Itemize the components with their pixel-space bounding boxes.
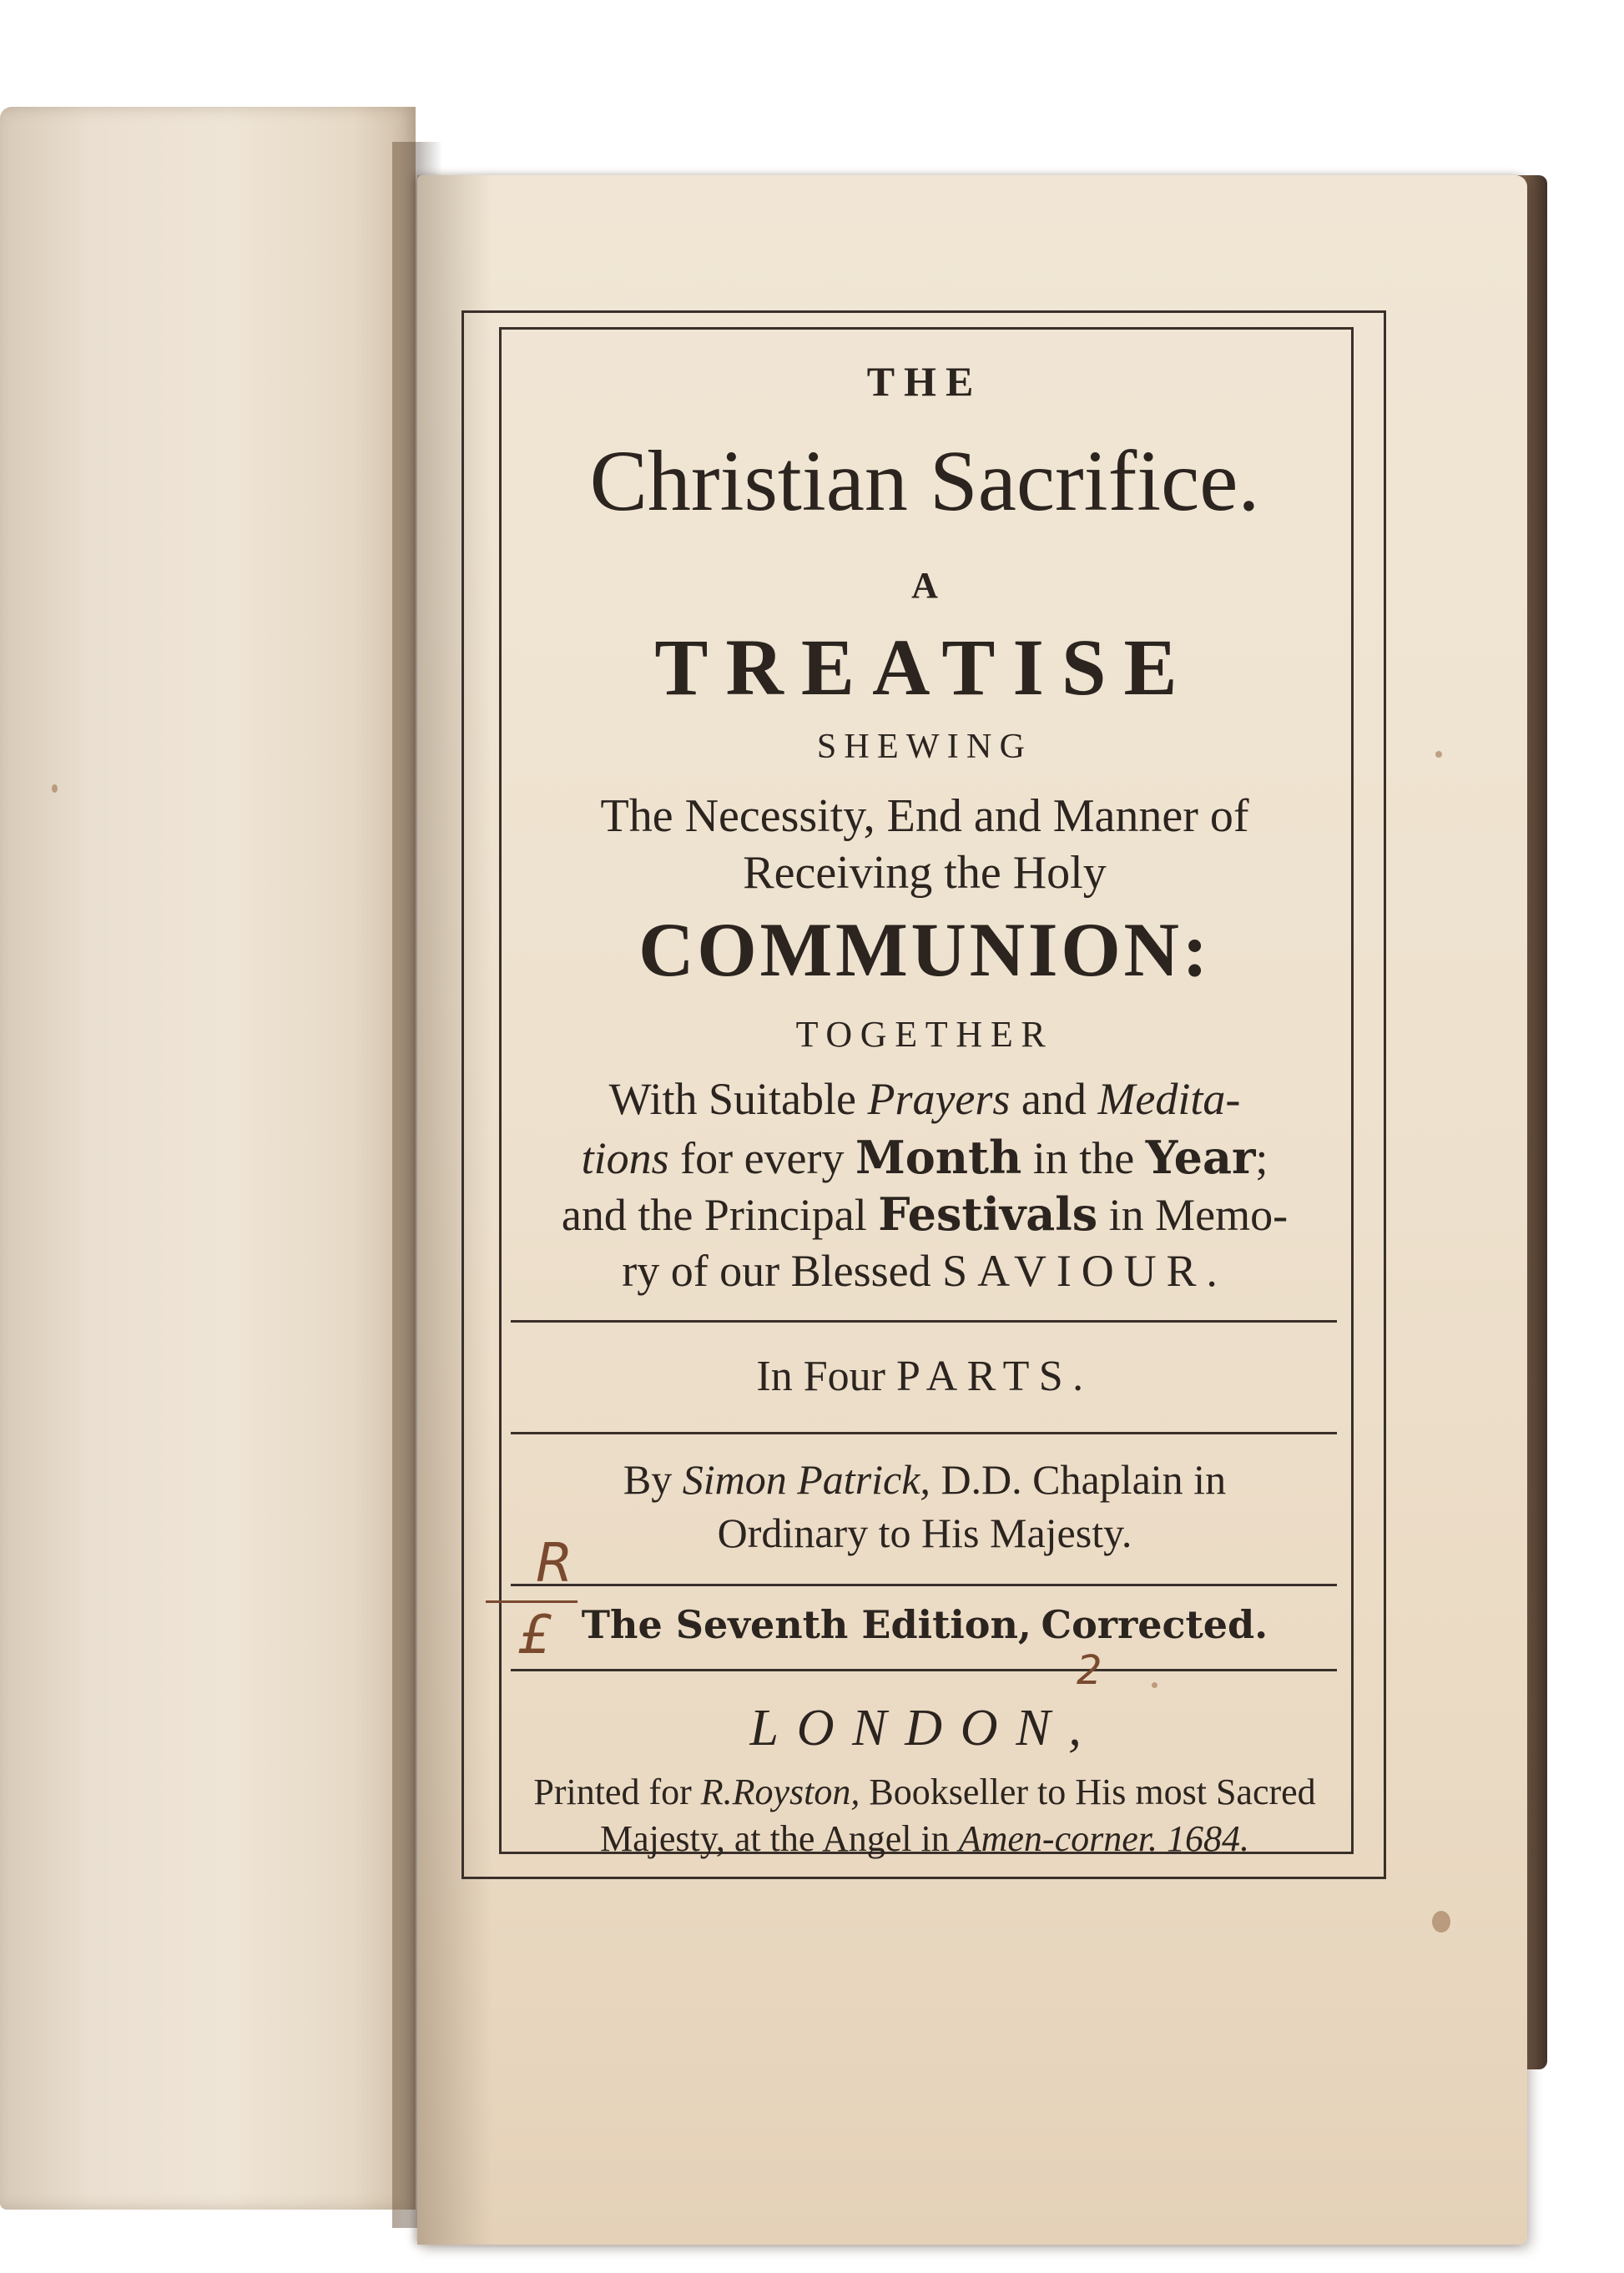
saviour-word: SAVIOUR. (942, 1246, 1228, 1296)
festivals-line (507, 1187, 1342, 1241)
parts-word: PARTS. (895, 1353, 1093, 1400)
author-by: By (623, 1456, 673, 1503)
festivals-word: Festivals (878, 1187, 1098, 1241)
imprint-line-2 (507, 1818, 1342, 1859)
saviour-line (507, 1246, 1342, 1296)
festivals-line-text: and the Principal (561, 1190, 867, 1240)
meditations-word: Medita- (1097, 1074, 1241, 1124)
title-a: A (911, 565, 938, 606)
author-line (507, 1456, 1342, 1503)
subtitle-line-2: Receiving the Holy (743, 847, 1107, 899)
foxing-spot (1432, 1911, 1450, 1933)
imprint-city: LONDON, (749, 1700, 1100, 1756)
imprint-year: 1684. (1167, 1818, 1249, 1859)
pencil-stroke (486, 1600, 577, 1603)
author-title: D.D. Chaplain in (941, 1456, 1227, 1503)
festivals-line-text-2: in Memo- (1108, 1190, 1289, 1240)
month-line-text: for every (680, 1133, 845, 1183)
tions-word: tions (581, 1133, 669, 1183)
parts-line (507, 1355, 1342, 1399)
rule-3 (511, 1584, 1337, 1586)
rule-2 (511, 1432, 1337, 1434)
pencil-mark-pound: £ (517, 1605, 552, 1666)
imprint-printed-for: Printed for (533, 1772, 692, 1812)
imprint-bookseller: Bookseller to His most Sacred (869, 1772, 1316, 1812)
title-the: THE (866, 358, 983, 405)
month-line (507, 1131, 1342, 1184)
year-word: Year (1145, 1131, 1256, 1184)
saviour-line-text: ry of our Blessed (622, 1246, 931, 1296)
pencil-mark-r: R (536, 1533, 573, 1595)
pencil-mark-2: 2 (1077, 1647, 1102, 1694)
author-name: Simon Patrick, (682, 1456, 931, 1503)
edition-corrected: Corrected. (1041, 1602, 1268, 1647)
month-word: Month (855, 1131, 1022, 1184)
rule-1 (511, 1320, 1337, 1323)
prayers-and: and (1021, 1074, 1087, 1124)
month-line-text-2: in the (1032, 1133, 1135, 1183)
title-together: TOGETHER (795, 1014, 1054, 1055)
left-blank-page (0, 107, 416, 2210)
subtitle-line-1: The Necessity, End and Manner of (600, 790, 1249, 842)
imprint-corner: Amen-corner. (958, 1818, 1157, 1859)
year-semicolon: ; (1255, 1133, 1268, 1183)
title-shewing: SHEWING (816, 728, 1033, 766)
rule-4 (511, 1669, 1337, 1671)
imprint-printer: R.Royston, (700, 1772, 860, 1812)
prayers-word: Prayers (867, 1074, 1011, 1124)
author-line-2: Ordinary to His Majesty. (717, 1509, 1132, 1556)
foxing-spot (52, 784, 58, 793)
prayers-line (507, 1074, 1342, 1124)
imprint-line-1 (507, 1774, 1342, 1811)
imprint-place: Majesty, at the Angel in (600, 1818, 950, 1859)
title-treatise: TREATISE (654, 622, 1195, 712)
book-title: Christian Sacrifice. (589, 433, 1260, 529)
edition-text: The Seventh Edition, (581, 1602, 1031, 1647)
parts-line-text: In Four (756, 1353, 885, 1400)
title-communion: COMMUNION: (638, 907, 1211, 992)
prayers-line-text: With Suitable (608, 1074, 856, 1124)
foxing-spot (1435, 751, 1442, 758)
edition-line (507, 1602, 1342, 1647)
